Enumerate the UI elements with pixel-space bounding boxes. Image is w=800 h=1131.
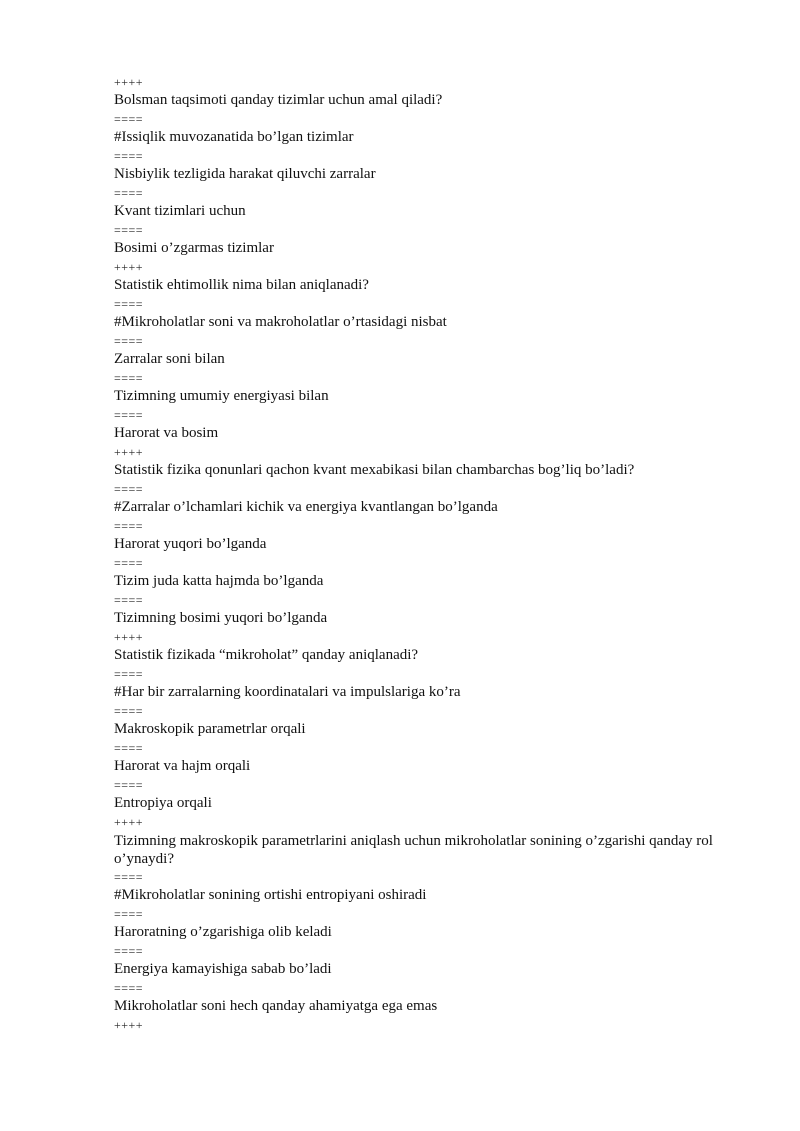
question-line: Statistik fizika qonunlari qachon kvant mexabikasi bilan chambarchas bog’liq bo’ladi? (114, 462, 635, 478)
sep-4: ==== (114, 223, 144, 237)
answer-line: Harorat va hajm orqali (114, 758, 251, 774)
answer-line: Tizimning umumiy energiyasi bilan (114, 388, 329, 404)
final-sep: ++++ (114, 1018, 144, 1032)
sep-7: ==== (114, 334, 144, 348)
sep-21: ==== (114, 870, 144, 884)
answer-line: Tizim juda katta hajmda bo’lganda (114, 573, 324, 589)
question-line: Statistik fizikada “mikroholat” qanday aniqlanadi? (114, 647, 419, 663)
sep-3: ==== (114, 186, 144, 200)
answer-line: Harorat yuqori bo’lganda (114, 536, 267, 552)
sep-9: ==== (114, 408, 144, 422)
answer-line: Bosimi o’zgarmas tizimlar (114, 240, 274, 256)
answer-line: #Zarralar o’lchamlari kichik va energiya kvantlangan bo’lganda (114, 499, 498, 515)
question-line: Statistik ehtimollik nima bilan aniqlanadi? (114, 277, 369, 293)
answer-line: #Mikroholatlar sonining ortishi entropiyani oshiradi (114, 887, 427, 903)
answer-line: #Mikroholatlar soni va makroholatlar o’rtasidagi nisbat (114, 314, 447, 330)
sep-15: ++++ (114, 630, 144, 644)
sep-19: ==== (114, 778, 144, 792)
answer-line: Kvant tizimlari uchun (114, 203, 246, 219)
question-line: Tizimning makroskopik parametrlarini aniqlash uchun mikroholatlar sonining o’zgarishi qanday rol o’ynaydi? (114, 833, 713, 867)
sep-5: ++++ (114, 260, 144, 274)
sep-13: ==== (114, 556, 144, 570)
answer-line: Energiya kamayishiga sabab bo’ladi (114, 961, 332, 977)
sep-24: ==== (114, 981, 144, 995)
answer-line: Haroratning o’zgarishiga olib keladi (114, 924, 332, 940)
answer-line: Nisbiylik tezligida harakat qiluvchi zarralar (114, 166, 376, 182)
sep-14: ==== (114, 593, 144, 607)
document-page (114, 76, 754, 1031)
sep-10: ++++ (114, 445, 144, 459)
sep-20: ++++ (114, 815, 144, 829)
sep-0: ++++ (114, 75, 144, 89)
sep-22: ==== (114, 907, 144, 921)
question-line: Bolsman taqsimoti qanday tizimlar uchun amal qiladi? (114, 92, 443, 108)
sep-18: ==== (114, 741, 144, 755)
sep-17: ==== (114, 704, 144, 718)
sep-2: ==== (114, 149, 144, 163)
answer-line: #Issiqlik muvozanatida bo’lgan tizimlar (114, 129, 354, 145)
sep-23: ==== (114, 944, 144, 958)
sep-8: ==== (114, 371, 144, 385)
answer-line: #Har bir zarralarning koordinatalari va impulslariga ko’ra (114, 684, 461, 700)
sep-12: ==== (114, 519, 144, 533)
answer-line: Mikroholatlar soni hech qanday ahamiyatga ega emas (114, 998, 438, 1014)
sep-11: ==== (114, 482, 144, 496)
answer-line: Entropiya orqali (114, 795, 212, 811)
answer-line: Zarralar soni bilan (114, 351, 225, 367)
sep-1: ==== (114, 112, 144, 126)
sep-16: ==== (114, 667, 144, 681)
answer-line: Harorat va bosim (114, 425, 219, 441)
sep-6: ==== (114, 297, 144, 311)
answer-line: Makroskopik parametrlar orqali (114, 721, 306, 737)
answer-line: Tizimning bosimi yuqori bo’lganda (114, 610, 328, 626)
